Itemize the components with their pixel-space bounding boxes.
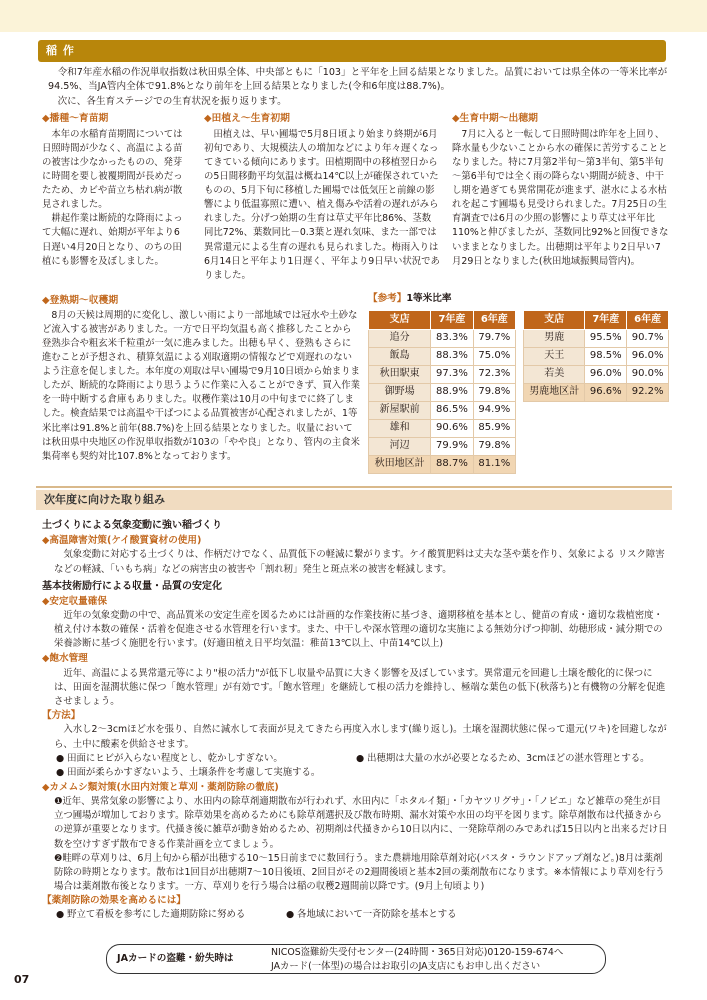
card-notice [106, 944, 606, 974]
branch-cell: 若美 [524, 366, 585, 384]
table-header: 7年産 [585, 311, 627, 330]
branch-cell: 新屋駅前 [369, 402, 431, 420]
branch-cell: 天王 [524, 348, 585, 366]
branch-cell: 男鹿 [524, 330, 585, 348]
rate-cell: 90.0% [627, 366, 669, 384]
method-bullet: ● 田面にヒビが入らない程度とし、乾かしすぎない。 [56, 752, 283, 764]
card-notice-line: NICOS盗難紛失受付センター(24時間・365日対応)0120-159-674へ [271, 947, 564, 958]
rate-cell: 81.1% [473, 456, 515, 474]
rate-cell: 96.0% [627, 348, 669, 366]
stable-paragraph: 近年の気象変動の中で、高品質米の安定生産を図るためには計画的な作業技術に基づき、適期移植を基本とし、健苗の育成・適切な栽植密度・植え付け本数の確保・活着を促進させる水管理を行います。また、中干しや深水管理の適切な実施による無効分げつ抑制、幼穂形成・減分期での栄養診断に基づく施肥を行います。(好適田植え日平均気温：稚苗13℃以上、中苗14℃以上) [54, 610, 663, 650]
bug-item-2: ❷畦畔の草刈りは、6月上旬から稲が出穂する10～15日前までに数回行う。また農耕地用除草剤対応(パスタ・ラウンドアップ剤など。)8月は薬剤防除の時期となります。散布は1回目が出穂期7～10日後頃、2回目がその2週間後頃と基本2回の薬剤散布になります。※本情報により草刈を行う場合は薬剤散布後となります。一方、草刈りを行う場合は稲の収穫2週間前以降です。(9月上旬頃より) [54, 852, 665, 892]
future-title: 次年度に向けた取り組み [36, 490, 672, 510]
branch-cell: 秋田駅東 [369, 366, 431, 384]
table-header: 6年産 [627, 311, 669, 330]
table-row [524, 366, 669, 384]
effect-bullet: ● 野立て看板を参考にした適期防除に努める [56, 909, 246, 921]
rate-cell: 96.6% [585, 384, 627, 402]
rate-cell: 94.9% [473, 402, 515, 420]
method-paragraph: 入水し2～3cmほど水を張り、自然に減水して表面が見えてきたら再度入水します(繰り返し)。土壌を湿潤状態に保って還元(ワキ)を回避しながら、土中に酸素を供給させます。 [54, 724, 667, 750]
branch-cell: 追分 [369, 330, 431, 348]
intro [48, 66, 668, 109]
rate-cell: 79.8% [473, 384, 515, 402]
rate-cell: 85.9% [473, 420, 515, 438]
table-row [369, 384, 516, 402]
effect-bullet: ● 各地域において一斉防除を基本とする [286, 909, 457, 921]
table-header: 支店 [369, 311, 431, 330]
growth-paragraph: 7月に入ると一転して日照時間は昨年を上回り、降水量も少ないことから水の確保に苦労することとなりました。特に7月第2半旬～第3半旬、第5半旬～第6半旬では全く雨の降らない期間が続き、中干し期を過ぎても異常開花が進まず、湛水による水枯れを起こす圃場も見受けられました。7月25日の生育調査では6月の少照の影響により草丈は平年比110%と伸びましたが、茎数同比92%と回復できないままとなりました。出穂期は平年より2日早い7月29日となりました(秋田地域振興局管内)。 [452, 128, 669, 267]
silica-heading: ◆高温障害対策(ケイ酸質資材の使用) [42, 535, 202, 546]
table-row [369, 366, 516, 384]
grade-table-oga [523, 310, 669, 402]
planting-paragraph: 田植えは、早い圃場で5月8日頃より始まり終期が6月初旬であり、大規模法人の増加などにより年々遅くなってきている傾向にあります。田植期間中の移植翌日からの5日間移動平均気温は概ね14℃以上が確保されていたものの、5月下旬に移植した圃場では低気圧と前線の影響により低温寡照に遭い、植え傷みや活着の遅れがみられました。分げつ始期の生育は草丈平年比86%、茎数同比72%、葉数同比－0.3葉と遅れ気味、また一部では異常還元による生育の遅れも見られました。梅雨入りは6月14日と平年より1日遅く、平年より9日早い状況でありました。 [204, 128, 440, 281]
rate-cell: 79.8% [473, 438, 515, 456]
branch-cell: 秋田地区計 [369, 456, 431, 474]
table-header: 7年産 [431, 311, 473, 330]
silica-paragraph: 気象変動に対応する土づくりは、作柄だけでなく、品質低下の軽減に繋がります。ケイ酸質肥料は丈夫な茎や葉を作り、気象による リスク障害などの軽減、「いもち病」などの病害虫の被害や「割れ籾」発生と斑点米の被害を軽減します。 [54, 549, 665, 575]
rate-cell: 79.9% [431, 438, 473, 456]
bug-heading: ◆カメムシ類対策(水田内対策と草刈・薬剤防除の徹底) [42, 781, 279, 793]
rate-cell: 88.3% [431, 348, 473, 366]
seedling-heading: ◆播種～育苗期 [42, 113, 109, 124]
seedling-paragraph: 本年の水稲育苗期間については日照時間が少なく、高温による苗の被害は少なかったものの、発芽に時間を要し被覆期間が長めだったため、カビや苗立ち枯れ病が散見されました。 [42, 128, 183, 211]
seedling-section [42, 112, 186, 269]
growth-heading: ◆生育中期～出穂期 [452, 113, 538, 124]
table-row [369, 456, 516, 474]
harvest-section [42, 294, 360, 464]
rate-cell: 92.2% [627, 384, 669, 402]
bug-item-1: ❶近年、異常気象の影響により、水田内の除草剤適期散布が行われず、水田内に「ホタルイ類」・「カヤツリグサ」・「ノビエ」など雑草の発生が目立つ圃場が増加しております。除草効果を高めるためにも除草剤選択及び散布時期、漏水対策や水田の均平を図ります。除草剤散布は代掻きからの逆算が重要となります。代掻き後に雑草が動き始めるため、初期剤は代掻きから10日以内に、一発除草剤のみであれば15日以内と出来るだけ日数を空けすぎず散布できる作業計画を立てましょう。 [54, 796, 668, 850]
effect-bullets [42, 908, 670, 922]
planting-heading: ◆田植え～生育初期 [204, 113, 290, 124]
branch-cell: 御野場 [369, 384, 431, 402]
branch-cell: 飯島 [369, 348, 431, 366]
stable-heading: ◆安定収量確保 [42, 595, 107, 607]
card-notice-label: JAカードの盗難・紛失時は [117, 953, 234, 964]
table-row [524, 384, 669, 402]
rate-cell: 79.7% [473, 330, 515, 348]
rate-cell: 83.3% [431, 330, 473, 348]
harvest-heading: ◆登熟期～収穫期 [42, 295, 119, 306]
method-bullet: ● 田面が柔らかすぎないよう、土壌条件を考慮して実施する。 [56, 766, 321, 778]
water-heading: ◆飽水管理 [42, 653, 88, 665]
card-notice-line: JAカード(一体型)の場合はお取引のJA支店にもお申し出ください [271, 960, 541, 972]
table-row [369, 420, 516, 438]
table-row [369, 402, 516, 420]
table-row [524, 330, 669, 348]
method-tag: 【方法】 [42, 710, 81, 722]
future-section [42, 516, 670, 923]
soil-heading: 土づくりによる気象変動に強い稲づくり [42, 520, 222, 531]
rate-cell: 88.9% [431, 384, 473, 402]
branch-cell: 雄和 [369, 420, 431, 438]
rate-cell: 97.3% [431, 366, 473, 384]
intro-paragraph: 令和7年産水稲の作況単収指数は秋田県全体、中央部ともに「103」と平年を上回る結果となりました。品質においては県全体の一等米比率が94.5%、当JA管内全体で91.8%となり前年を上回る結果となりました(令和6年度は88.7%)。 [48, 67, 668, 93]
rate-cell: 98.5% [585, 348, 627, 366]
section-title: 稲 作 [38, 40, 666, 62]
rate-cell: 90.7% [627, 330, 669, 348]
table-row [369, 438, 516, 456]
effect-heading: 【薬剤防除の効果を高めるには】 [42, 895, 186, 907]
rate-cell: 75.0% [473, 348, 515, 366]
tech-heading: 基本技術励行による収量・品質の安定化 [42, 580, 222, 592]
top-band [0, 0, 707, 32]
page-number: 07 [14, 973, 30, 986]
table-header: 支店 [524, 311, 585, 330]
reference-title-text: 1等米比率 [406, 293, 452, 304]
grade-table-akita [368, 310, 516, 474]
card-notice-text [271, 946, 563, 973]
reference-table-block [368, 292, 668, 470]
branch-cell: 河辺 [369, 438, 431, 456]
rate-cell: 86.5% [431, 402, 473, 420]
rate-cell: 88.7% [431, 456, 473, 474]
growth-section [452, 112, 670, 269]
planting-section [204, 112, 440, 283]
seedling-paragraph: 耕起作業は断続的な降雨によって大幅に遅れ、始期が平年より6日遅い4月20日となり、のちの田植にも影響を及ぼしました。 [42, 213, 183, 267]
rate-cell: 96.0% [585, 366, 627, 384]
table-header: 6年産 [473, 311, 515, 330]
harvest-paragraph: 8月の天候は周期的に変化し、激しい雨により一部地域では冠水や土砂など流入する被害がありました。一方で日平均気温も高く推移したことから登熟歩合や粗玄米千粒重が一気に進みました。出穂も早く、登熟もさらに進むことが予想され、積算気温による刈取適期の情報などで刈遅れのないよう注意を促しました。本年度の刈取は早い圃場で9月10日頃から始まりましたが、断続的な降雨により思うように作業に入ることができず、買入作業を一時中断する倉庫もありました。収穫作業は10月の中旬までに終了しました。検査結果では高温や干ばつによる品質被害が心配されましたが、1等米比率は91.8%と前年(88.7%)を上回る結果となりました。収量においては秋田県中央地区の作況単収指数が103の「やや良」となり、管内の主食米集荷率も契約対比107.8%となっております。 [42, 309, 361, 462]
water-paragraph: 近年、高温による異常還元等により"根の活力"が低下し収量や品質に大きく影響を及ぼしています。異常還元を回避し土壌を酸化的に保つには、田面を湿潤状態に保つ「飽水管理」が有効です。「飽水管理」を継続して根の活力を維持し、極端な葉色の低下(秋落ち)と有機物の分解を促進させましょう。 [54, 667, 666, 707]
rate-cell: 90.6% [431, 420, 473, 438]
rate-cell: 72.3% [473, 366, 515, 384]
reference-tag: 【参考】 [368, 293, 407, 304]
branch-cell: 男鹿地区計 [524, 384, 585, 402]
table-row [369, 330, 516, 348]
method-bullet: ● 出穂期は大量の水が必要となるため、3cmほどの湛水管理とする。 [356, 752, 650, 764]
intro-paragraph: 次に、各生育ステージでの生育状況を振り返ります。 [57, 95, 287, 107]
table-row [369, 348, 516, 366]
method-bullets [42, 752, 670, 766]
table-row [524, 348, 669, 366]
divider [36, 486, 672, 488]
reference-title [368, 292, 668, 306]
rate-cell: 95.5% [585, 330, 627, 348]
